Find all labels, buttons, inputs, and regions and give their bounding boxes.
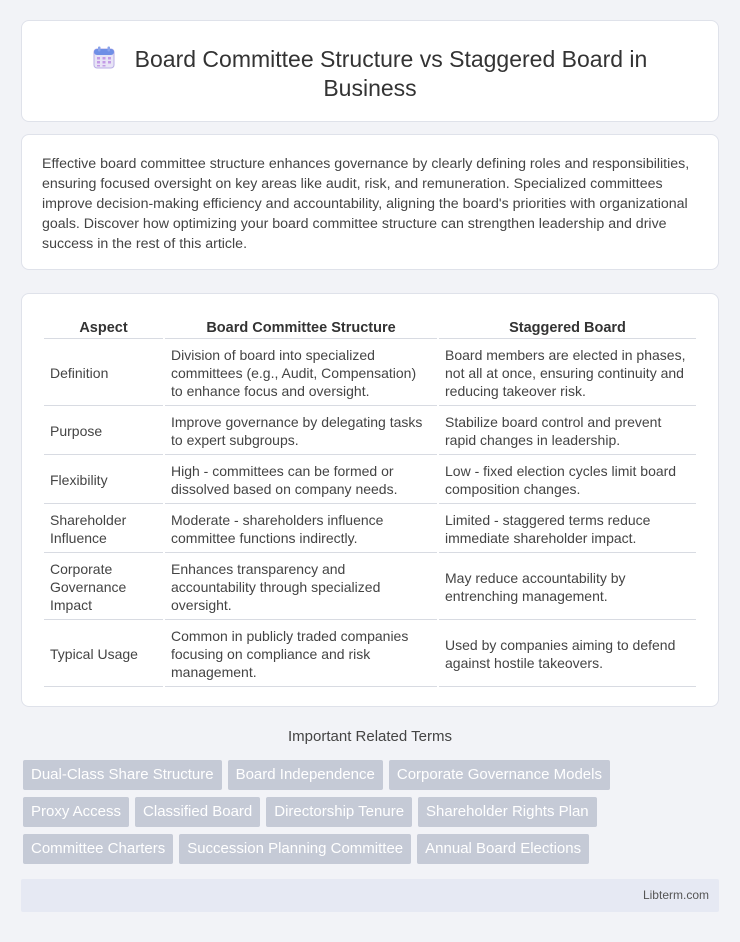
comparison-card bbox=[21, 293, 719, 707]
bcs-cell: Improve governance by delegating tasks to expert subgroups. bbox=[165, 408, 437, 455]
tag-row bbox=[23, 797, 723, 827]
related-term-tag[interactable]: Proxy Access bbox=[23, 797, 129, 827]
sb-cell: Stabilize board control and prevent rapid changes in leadership. bbox=[439, 408, 696, 455]
aspect-cell: Purpose bbox=[44, 408, 163, 455]
related-term-tag[interactable]: Dual-Class Share Structure bbox=[23, 760, 222, 790]
bcs-cell: Moderate - shareholders influence committee functions indirectly. bbox=[165, 506, 437, 553]
header-aspect: Aspect bbox=[44, 317, 163, 339]
related-term-tag[interactable]: Succession Planning Committee bbox=[179, 834, 411, 864]
aspect-cell: Flexibility bbox=[44, 457, 163, 504]
comparison-table bbox=[42, 315, 698, 689]
header-staggered-board: Staggered Board bbox=[439, 317, 696, 339]
table-row bbox=[44, 457, 696, 504]
footer bbox=[21, 879, 719, 912]
related-term-tag[interactable]: Annual Board Elections bbox=[417, 834, 589, 864]
aspect-cell: Shareholder Influence bbox=[44, 506, 163, 553]
bcs-cell: High - committees can be formed or dissolved based on company needs. bbox=[165, 457, 437, 504]
related-term-tag[interactable]: Committee Charters bbox=[23, 834, 173, 864]
related-term-tag[interactable]: Directorship Tenure bbox=[266, 797, 412, 827]
table-row bbox=[44, 506, 696, 553]
table-row bbox=[44, 555, 696, 620]
sb-cell: Board members are elected in phases, not all at once, ensuring continuity and reducing takeover risk. bbox=[439, 341, 696, 406]
aspect-cell: Corporate Governance Impact bbox=[44, 555, 163, 620]
sb-cell: Low - fixed election cycles limit board composition changes. bbox=[439, 457, 696, 504]
table-row bbox=[44, 622, 696, 687]
calendar-icon bbox=[93, 46, 115, 70]
sb-cell: Limited - staggered terms reduce immediate shareholder impact. bbox=[439, 506, 696, 553]
bcs-cell: Common in publicly traded companies focusing on compliance and risk management. bbox=[165, 622, 437, 687]
tag-row bbox=[23, 760, 723, 790]
sb-cell: Used by companies aiming to defend against hostile takeovers. bbox=[439, 622, 696, 687]
title-card bbox=[21, 20, 719, 122]
related-term-tag[interactable]: Corporate Governance Models bbox=[389, 760, 610, 790]
bcs-cell: Enhances transparency and accountability through specialized oversight. bbox=[165, 555, 437, 620]
page-title-text: Board Committee Structure vs Staggered Board in Business bbox=[134, 46, 648, 101]
aspect-cell: Definition bbox=[44, 341, 163, 406]
header-board-committee-structure: Board Committee Structure bbox=[165, 317, 437, 339]
related-term-tag[interactable]: Board Independence bbox=[228, 760, 383, 790]
table-header-row bbox=[44, 317, 696, 339]
intro-paragraph: Effective board committee structure enhances governance by clearly defining roles and responsibilities, ensuring focused oversight on key areas like audit, risk, and remuneration. Specialized committees improve decision-making efficiency and accountability, aligning the board's priorities with organizational goals. Discover how optimizing your board committee structure can strengthen leadership and drive success in the rest of this article. bbox=[42, 156, 690, 252]
table-row bbox=[44, 408, 696, 455]
related-terms-list bbox=[23, 760, 723, 871]
table-row bbox=[44, 341, 696, 406]
related-terms-heading: Important Related Terms bbox=[288, 728, 452, 745]
sb-cell: May reduce accountability by entrenching management. bbox=[439, 555, 696, 620]
tag-row bbox=[23, 834, 723, 864]
aspect-cell: Typical Usage bbox=[44, 622, 163, 687]
page-title bbox=[62, 45, 678, 103]
bcs-cell: Division of board into specialized committees (e.g., Audit, Compensation) to enhance focus and oversight. bbox=[165, 341, 437, 406]
footer-site-link[interactable]: Libterm.com bbox=[642, 888, 709, 902]
related-term-tag[interactable]: Classified Board bbox=[135, 797, 260, 827]
intro-card bbox=[21, 134, 719, 270]
related-term-tag[interactable]: Shareholder Rights Plan bbox=[418, 797, 597, 827]
